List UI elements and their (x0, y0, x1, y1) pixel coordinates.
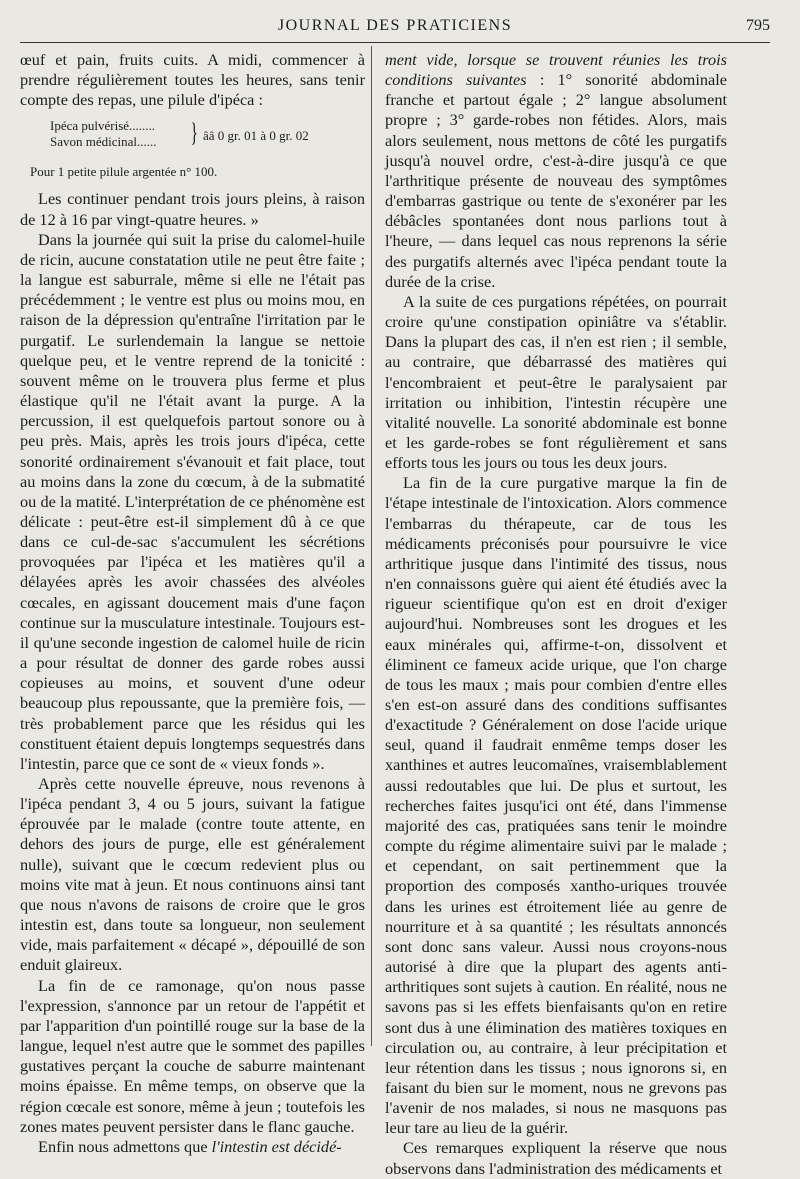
paragraph (385, 50, 727, 292)
paragraph: œuf et pain, fruits cuits. A midi, commencer à prendre régulièrement toutes les heures, sans tenir compte des repas, une pilule d'ipéca : (20, 50, 365, 110)
right-column (385, 50, 727, 1179)
paragraph: Après cette nouvelle épreuve, nous revenons à l'ipéca pendant 3, 4 ou 5 jours, suivant la fatigue éprouvée par le malade (contre toute attente, en dehors des jours de purge, elle est généralement nulle), suivant que le cœcum redevient plus ou moins vite mat à jeun. Et nous continuons ainsi tant que nous n'avons de raisons de croire que le gros intestin est, dans toute sa longueur, non seulement vide, mais parfaitement « décapé », dépouillé de son enduit glaireux. (20, 774, 365, 975)
page-header (20, 12, 770, 43)
paragraph: A la suite de ces purgations répétées, on pourrait croire qu'une constipation opiniâtre va s'établir. Dans la plupart des cas, il n'en est rien ; il semble, au contraire, que débarrassé des matières qui l'encombraient et peut-être le paralysaient par irritation ou inhibition, l'intestin récupère une vitalité nouvelle. La sonorité abdominale est bonne et les garde-robes se font régulièrement et sans efforts tous les jours ou tous les deux jours. (385, 291, 727, 473)
running-title: JOURNAL DES PRATICIENS (277, 17, 513, 34)
italic-text: l'intestin est décidé- (211, 1136, 342, 1156)
prescription-ingredient: Savon médicinal...... (50, 134, 157, 150)
paragraph: La fin de ce ramonage, qu'on nous passe l'expression, s'annonce par un retour de l'appétit et par l'apparition d'un pointillé rouge sur la base de la langue, lequel n'est autre que le sommet des papilles gustatives perçant la couche de saburre maintenant moins épaisse. En même temps, on observe que la région cœcale est sonore, même à jeun ; toutefois les zones mates peuvent persister dans le flanc gauche. (20, 975, 365, 1136)
italic-text: ment vide, lorsque se trouvent réunies les trois conditions suivantes (385, 50, 727, 90)
paragraph: Dans la journée qui suit la prise du calomel-huile de ricin, aucune constatation utile ne peut être faite ; la langue est saburrale, même si elle ne l'était pas précédemment ; le ventre est plus ou moins mou, en raison de la dépression qu'entraîne l'irritation par le purgatif. Le surlendemain la langue se nettoie quelque peu, et le ventre reprend de la tonicité : souvent même on le trouvera plus ferme et plus élastique qu'il ne l'était avant la purge. A la percussion, il est quelquefois partout sonore ou à peu près. Mais, après les trois jours d'ipéca, cette sonorité ordinairement s'évanouit et fait place, tout au moins dans la zone du cœcum, à de la submatité ou de la matité. L'interprétation de ce phénomène est délicate : peut-être est-il simplement dû à ce que dans ce cul-de-sac s'accumulent les sécrétions provoquées par l'ipéca et les matières qu'il a délayées après les avoir chassées des alvéoles cœcales, en agissant doucement mais d'une façon continue sur la musculature intestinale. Toujours est-il qu'une seconde ingestion de calomel huile de ricin a pour résultat de donner des garde robes aussi copieuses au moins, et souvent d'une odeur beaucoup plus repoussante, que la première fois, — très probablement parce que les résidus qui les constituent étaient depuis longtemps sequestrés dans l'intestin, parce que ce sont de « vieux fonds ». (20, 229, 365, 773)
prescription-ingredient: Ipéca pulvérisé........ (50, 118, 156, 134)
paragraph-text: : 1° sonorité abdominale franche et partout égale ; 2° langue absolument propre ; 3° garde-robes non fétides. Alors, mais alors seulement, nous mettons de côté les purgatifs jusqu'à nouvel ordre, c'est-à-dire jusqu'à ce que l'arthritique présente de nouveau des symptômes d'embarras gastrique ou tente de s'exonérer par les débâcles spontanées dont nous parlions tout à l'heure, — dans lequel cas nous reprenons la série des purgatifs alternés avec l'ipéca pendant toute la durée de la crise. (385, 70, 727, 291)
column-divider (371, 46, 372, 1046)
left-column (20, 50, 365, 1157)
paragraph: Les continuer pendant trois jours pleins, à raison de 12 à 16 par vingt-quatre heures. » (20, 189, 365, 229)
paragraph-text: Enfin nous admettons que (38, 1136, 212, 1156)
paragraph: La fin de la cure purgative marque la fin de l'étape intestinale de l'intoxication. Alors commence l'embarras du thérapeute, car de tous les médicaments préconisés pour poursuivre le vice arthritique jusque dans l'intimité des tissus, nous n'en connaissons guère qui aient été étudiés avec la rigueur scientifique qu'on est en droit d'exiger aujourd'hui. Nombreuses sont les drogues et les eaux minérales qui, affirme-t-on, dissolvent et éliminent ce fameux acide urique, que l'on charge de tous les maux ; mais pour combien d'entre elles s'en est-on assuré dans des conditions suffisantes d'exactitude ? Généralement on dose l'acide urique seul, quand il faudrait enmême temps doser les xanthines et autres leucomaïnes, vraisemblablement aussi redoutables que lui. De plus et surtout, les recherches faites jusqu'ici ont été, dans l'immense majorité des cas, pratiquées sans tenir le moindre compte du régime alimentaire suivi par le malade ; et cependant, on sait pertinemment que la proportion des composés xantho-uriques trouvée dans les urines est étroitement liée au genre de nourriture et à sa quantité ; les résultats annoncés sont donc sans valeur. Aussi nous croyons-nous autorisé à dire que la plupart des agents anti-arthritiques sont sujets à caution. En réalité, nous ne savons pas si les effets bienfaisants qu'on en retire sont dus à une élimination des matières toxiques en circulation ou, au contraire, à leur précipitation et leur rétention dans les tissus ; nous ignorons si, en faisant du bien sur le moment, nous ne grevons pas l'avenir de nos malades, si nous ne masquons pas leur tare au lieu de la guérir. (385, 473, 727, 1138)
prescription (50, 118, 365, 160)
paragraph (20, 1137, 365, 1157)
prescription-dose: ââ 0 gr. 01 à 0 gr. 02 (203, 128, 309, 144)
page-number: 795 (746, 17, 770, 34)
prescription-note: Pour 1 petite pilule argentée n° 100. (30, 164, 218, 180)
brace-glyph: } (190, 118, 198, 148)
paragraph: Ces remarques expliquent la réserve que nous observons dans l'administration des médicaments et (385, 1138, 727, 1178)
